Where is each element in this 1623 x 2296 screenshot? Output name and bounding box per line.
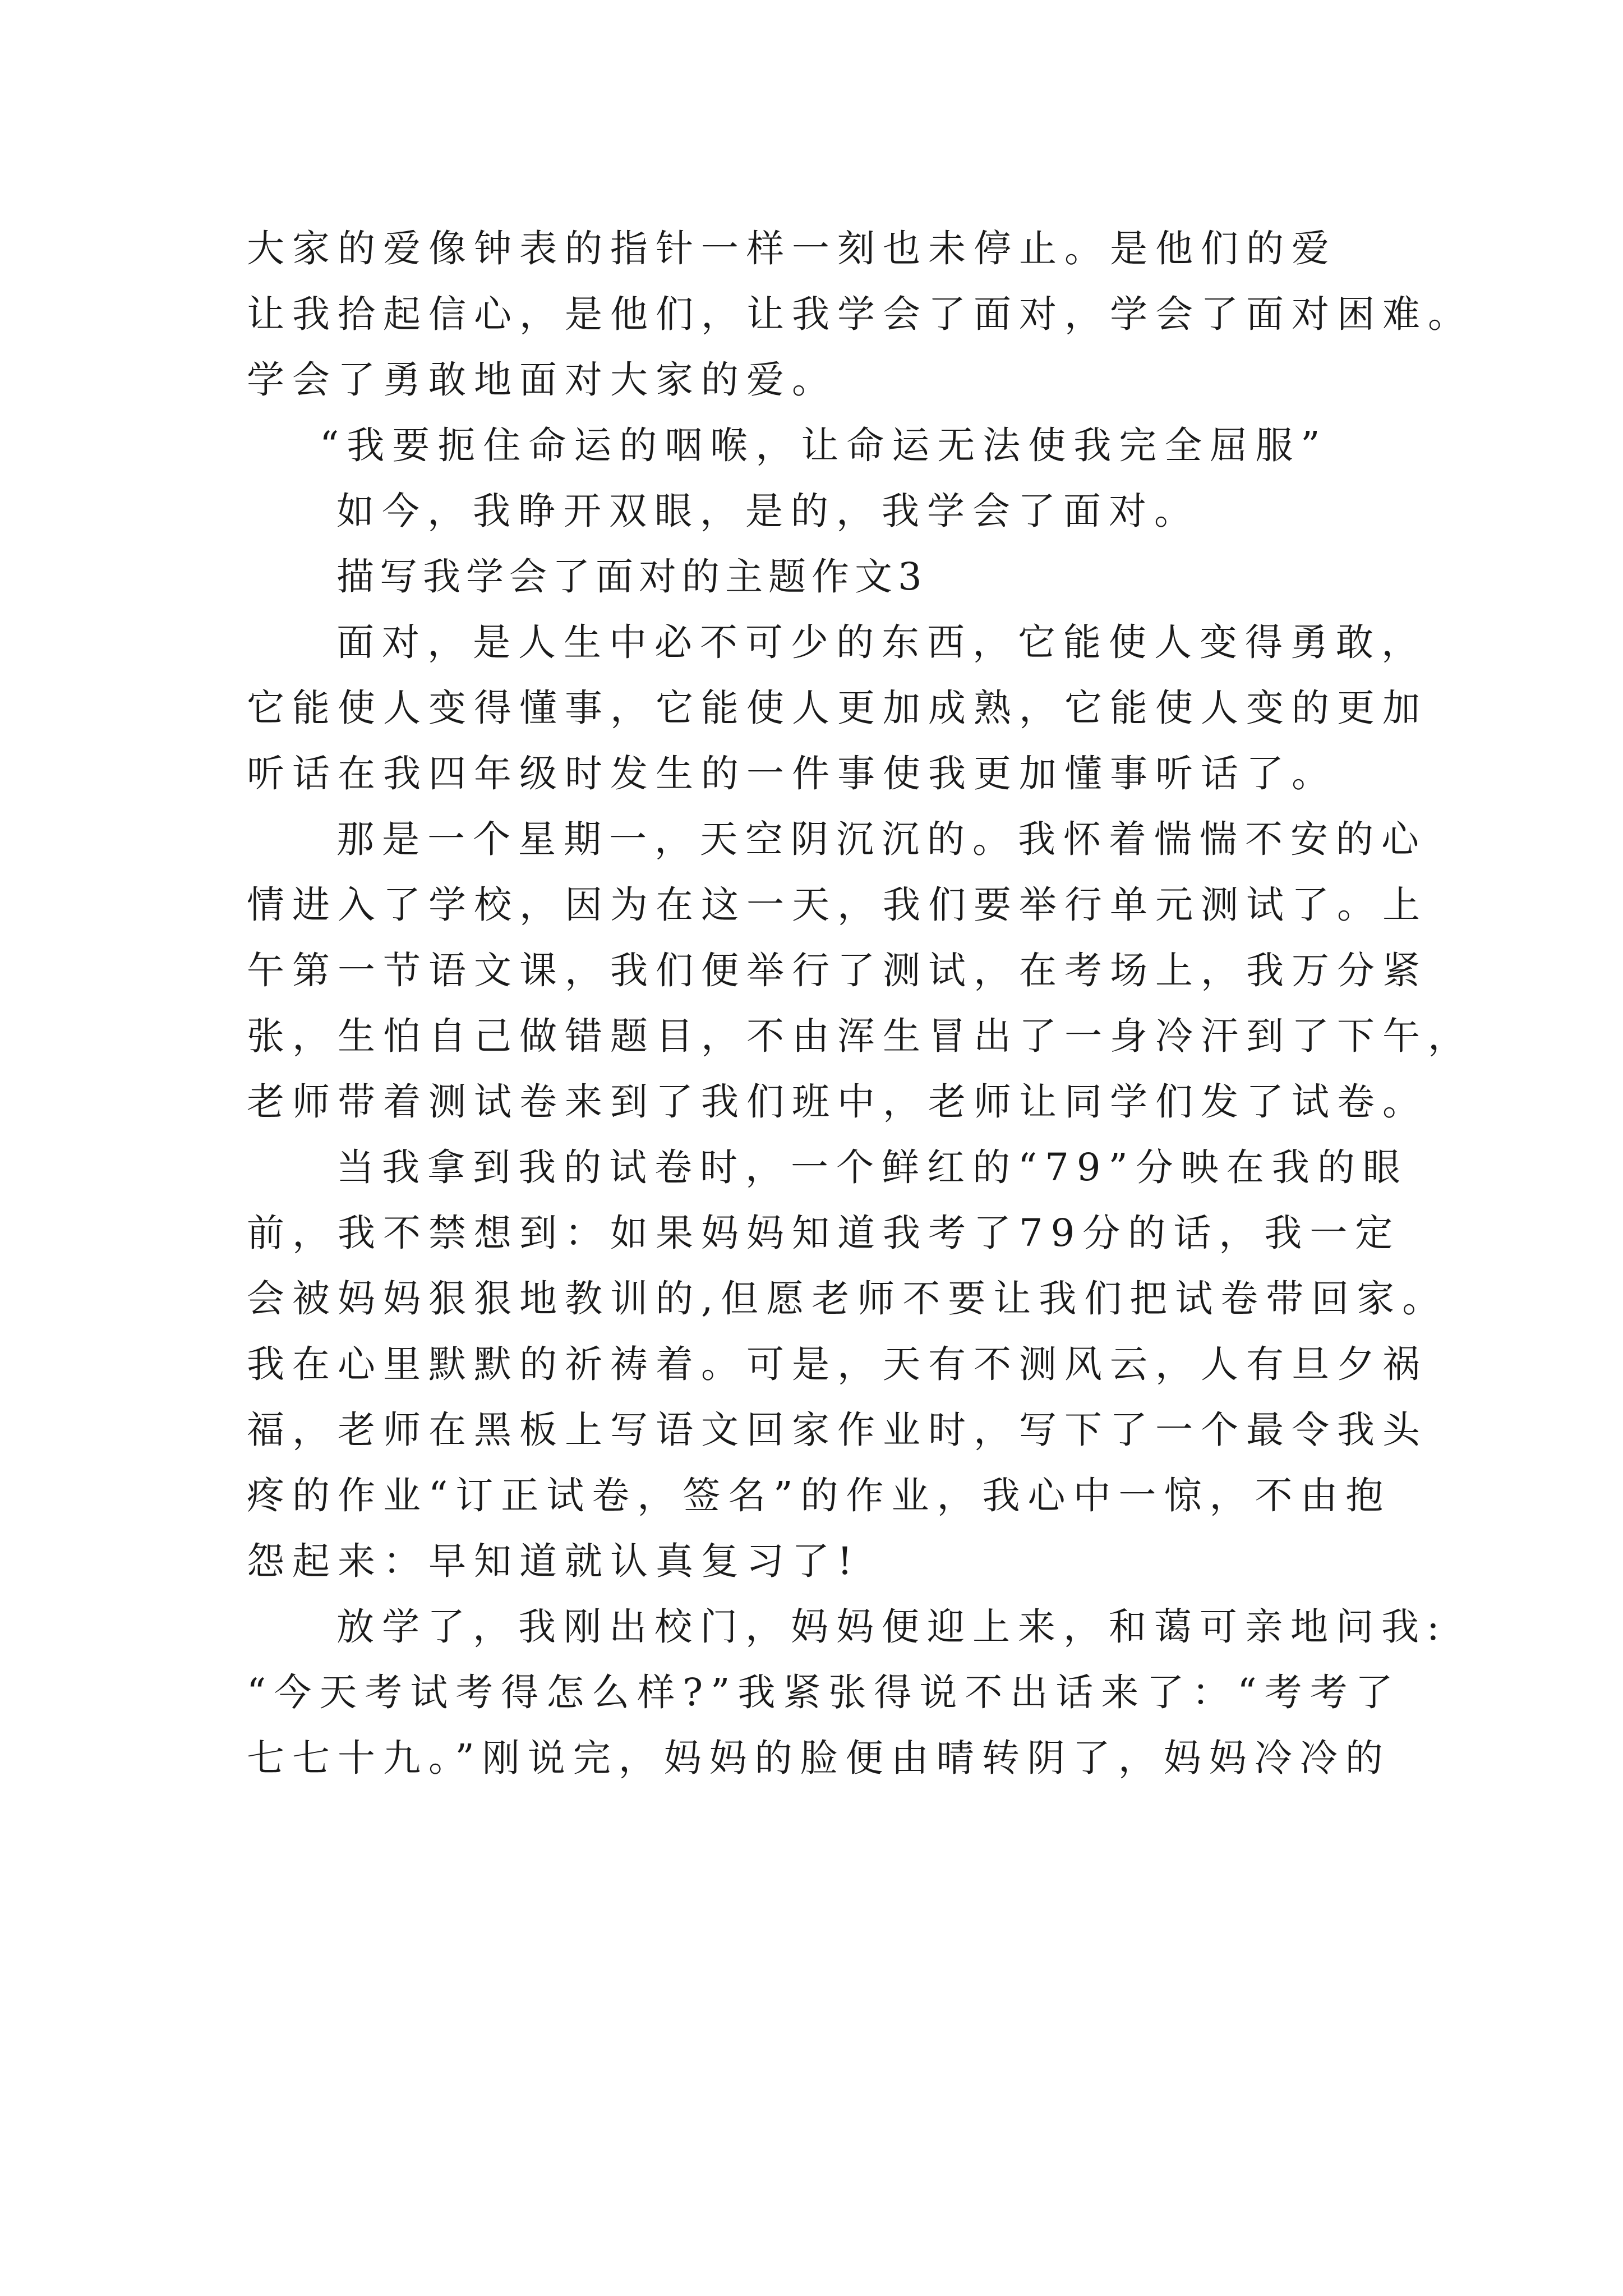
text-line: “今天考试考得怎么样?”我紧张得说不出话来了：“考考了 <box>247 1671 1401 1714</box>
text-line: 前，我不禁想到：如果妈妈知道我考了79分的话，我一定 <box>247 1211 1401 1255</box>
text-line: 那是一个星期一，天空阴沉沉的。我怀着惴惴不安的心 <box>336 817 1427 861</box>
text-line: 情进入了学校，因为在这一天，我们要举行单元测试了。上 <box>247 883 1428 927</box>
text-line: 大家的爱像钟表的指针一样一刻也未停止。是他们的爱 <box>247 227 1337 270</box>
text-line: 老师带着测试卷来到了我们班中，老师让同学们发了试卷。 <box>247 1080 1428 1124</box>
text-line: 如今，我睁开双眼，是的，我学会了面对。 <box>336 489 1200 533</box>
text-line: 会被妈妈狠狠地教训的,但愿老师不要让我们把试卷带回家。 <box>247 1277 1448 1320</box>
text-line: 怨起来：早知道就认真复习了! <box>247 1539 860 1583</box>
text-line: 我在心里默默的祈祷着。可是，天有不测风云，人有旦夕祸 <box>247 1342 1428 1386</box>
quote-line: “我要扼住命运的咽喉，让命运无法使我完全屈服” <box>320 424 1328 467</box>
text-line: 学会了勇敢地面对大家的爱。 <box>247 358 837 402</box>
essay-body <box>247 216 1473 1791</box>
text-line: 放学了，我刚出校门，妈妈便迎上来，和蔼可亲地问我: <box>336 1605 1447 1649</box>
text-line: 听话在我四年级时发生的一件事使我更加懂事听话了。 <box>247 752 1337 795</box>
text-line: 当我拿到我的试卷时，一个鲜红的“79”分映在我的眼 <box>336 1145 1408 1189</box>
text-line: 七七十九。”刚说完，妈妈的脸便由晴转阴了，妈妈冷冷的 <box>247 1736 1391 1780</box>
text-line: 疼的作业“订正试卷，签名”的作业，我心中一惊，不由抱 <box>247 1474 1391 1517</box>
text-line: 午第一节语文课，我们便举行了测试，在考场上，我万分紧 <box>247 949 1428 992</box>
text-line: 福，老师在黑板上写语文回家作业时，写下了一个最令我头 <box>247 1408 1428 1452</box>
text-line: 让我拾起信心，是他们，让我学会了面对，学会了面对困难。 <box>247 292 1473 336</box>
essay-heading: 描写我学会了面对的主题作文3 <box>336 555 928 599</box>
text-line: 它能使人变得懂事，它能使人更加成熟，它能使人变的更加 <box>247 686 1428 730</box>
text-line: 张，生怕自己做错题目，不由浑生冒出了一身冷汗到了下午， <box>247 1014 1473 1058</box>
text-line: 面对，是人生中必不可少的东西，它能使人变得勇敢， <box>336 620 1427 664</box>
